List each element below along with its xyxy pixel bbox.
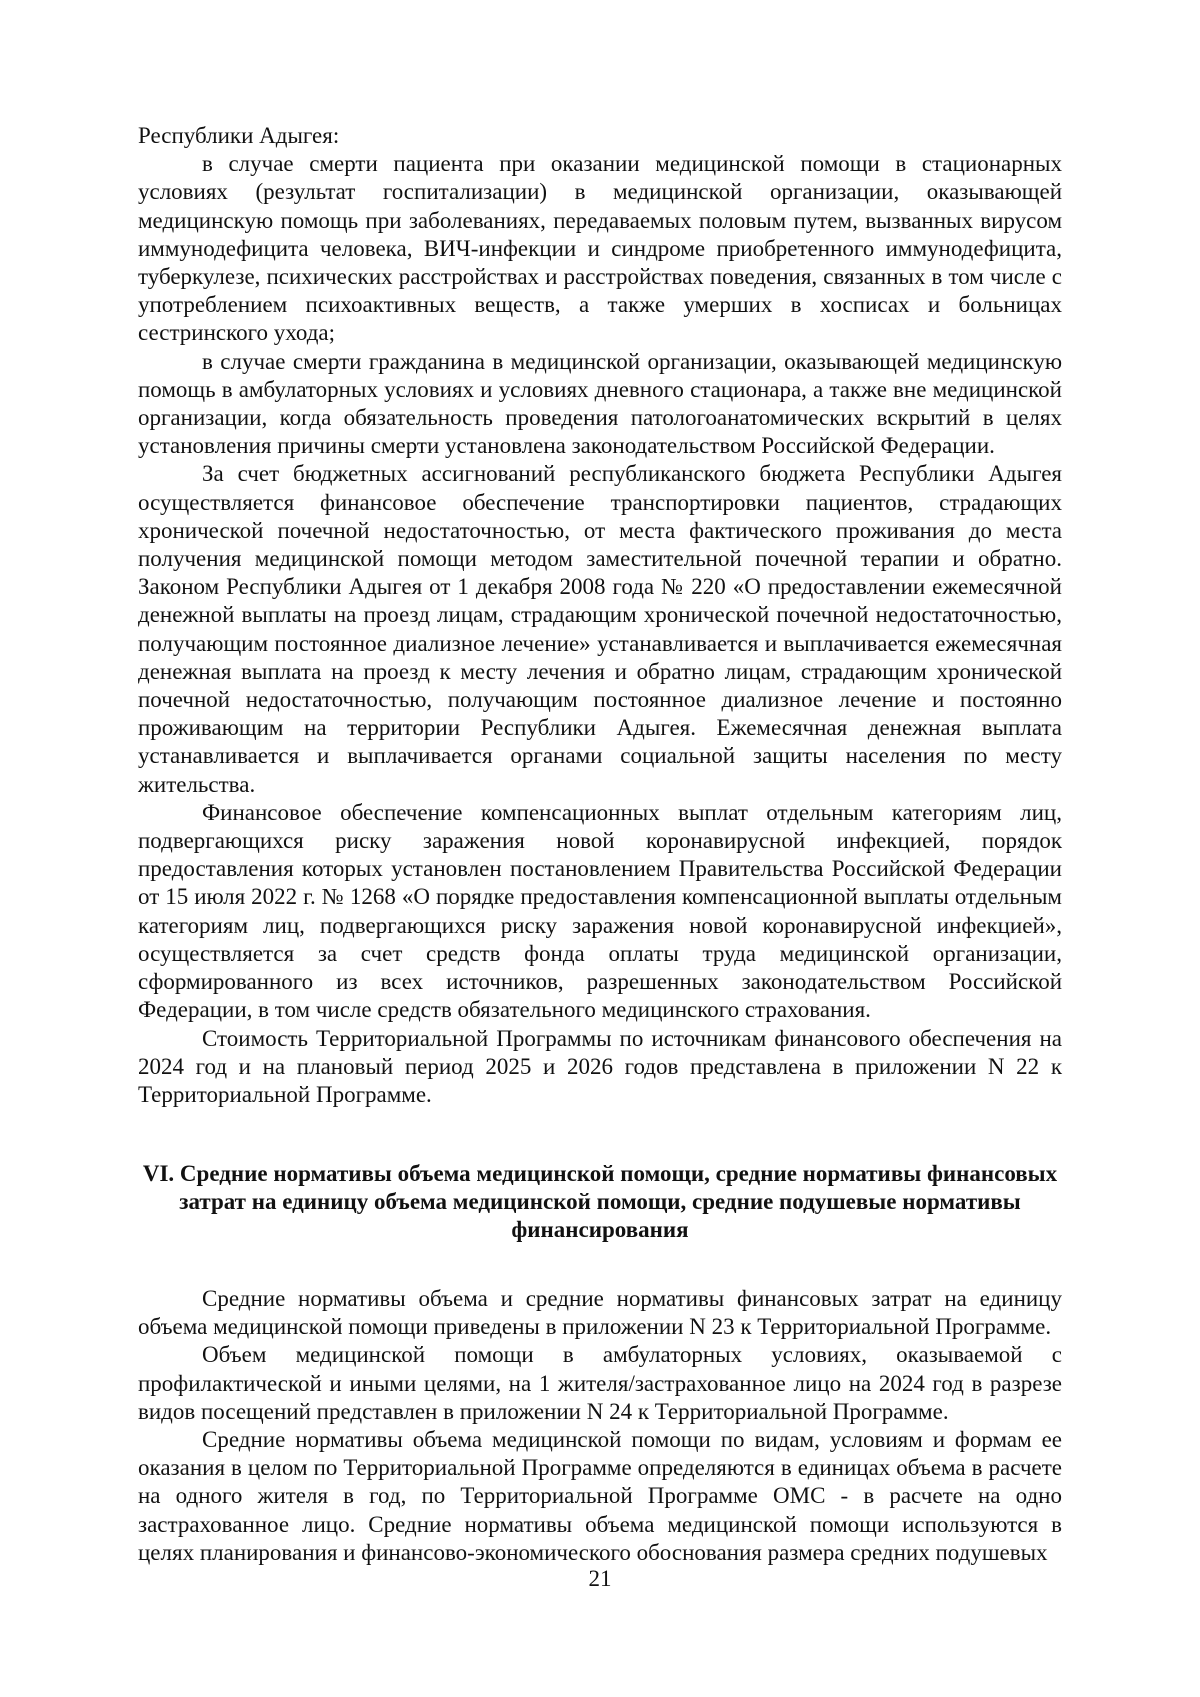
paragraph: в случае смерти пациента при оказании медицинской помощи в стационарных условиях (результат госпитализации) в медицинской организации, оказывающей медицинскую помощь при заболеваниях, передаваемых половым путем, вызванных вирусом иммунодефицита человека, ВИЧ-инфекции и синдроме приобретенного иммунодефицита, туберкулезе, психических расстройствах и расстройствах поведения, связанных в том числе с употреблением психоактивных веществ, а также умерших в хосписах и больницах сестринского ухода;: [138, 151, 1062, 346]
section-heading: VI. Средние нормативы объема медицинской помощи, средние нормативы финансовых затрат на единицу объема медицинской помощи, средние подушевые нормативы финансирования: [142, 1161, 1058, 1242]
paragraph: Объем медицинской помощи в амбулаторных условиях, оказываемой с профилактической и иными целями, на 1 жителя/застрахованное лицо на 2024 год в разрезе видов посещений представлен в приложении N 24 к Территориальной Программе.: [138, 1342, 1062, 1424]
paragraph: Средние нормативы объема медицинской помощи по видам, условиям и формам ее оказания в целом по Территориальной Программе определяются в единицах объема в расчете на одного жителя в год, по Территориальной Программе ОМС - в расчете на одно застрахованное лицо. Средние нормативы объема медицинской помощи используются в целях планирования и финансово-экономического обоснования размера средних подушевых: [138, 1427, 1062, 1565]
page-number: 21: [588, 1566, 612, 1591]
paragraph: Средние нормативы объема и средние нормативы финансовых затрат на единицу объема медицинской помощи приведены в приложении N 23 к Территориальной Программе.: [138, 1286, 1062, 1340]
paragraph: За счет бюджетных ассигнований республиканского бюджета Республики Адыгея осуществляется финансовое обеспечение транспортировки пациентов, страдающих хронической почечной недостаточностью, от места фактического проживания до места получения медицинской помощи методом заместительной почечной терапии и обратно. Законом Республики Адыгея от 1 декабря 2008 года № 220 «О предоставлении ежемесячной денежной выплаты на проезд лицам, страдающим хронической почечной недостаточностью, получающим постоянное диализное лечение» устанавливается и выплачивается ежемесячная денежная выплата на проезд к месту лечения и обратно лицам, страдающим хронической почечной недостаточностью, получающим постоянное диализное лечение и постоянно проживающим на территории Республики Адыгея. Ежемесячная денежная выплата устанавливается и выплачивается органами социальной защиты населения по месту жительства.: [138, 461, 1062, 797]
paragraph: Финансовое обеспечение компенсационных выплат отдельным категориям лиц, подвергающихся риску заражения новой коронавирусной инфекцией, порядок предоставления которых установлен постановлением Правительства Российской Федерации от 15 июля 2022 г. № 1268 «О порядке предоставления компенсационной выплаты отдельным категориям лиц, подвергающихся риску заражения новой коронавирусной инфекцией», осуществляется за счет средств фонда оплаты труда медицинской организации, сформированного из всех источников, разрешенных законодательством Российской Федерации, в том числе средств обязательного медицинского страхования.: [138, 799, 1062, 1023]
paragraph: Стоимость Территориальной Программы по источникам финансового обеспечения на 2024 год и на плановый период 2025 и 2026 годов представлена в приложении N 22 к Территориальной Программе.: [138, 1025, 1062, 1107]
document-body-top: [138, 122, 1062, 1109]
paragraph: в случае смерти гражданина в медицинской организации, оказывающей медицинскую помощь в амбулаторных условиях и условиях дневного стационара, а также вне медицинской организации, когда обязательность проведения патологоанатомических вскрытий в целях установления причины смерти установлена законодательством Российской Федерации.: [138, 348, 1062, 459]
paragraph: Республики Адыгея:: [138, 123, 340, 148]
document-body-bottom: [138, 1285, 1062, 1567]
